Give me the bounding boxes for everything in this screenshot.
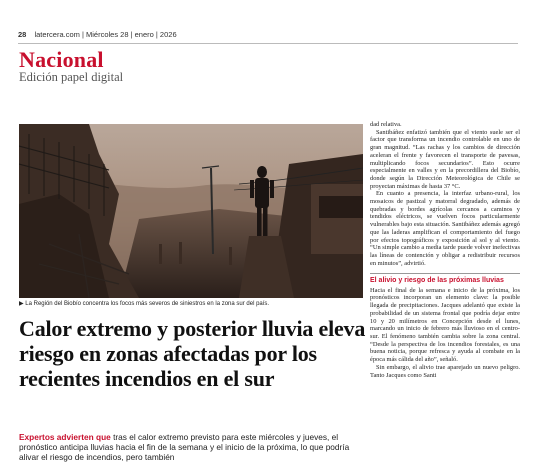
page-header xyxy=(18,30,518,44)
article-photo xyxy=(19,124,363,298)
edition-label: Edición papel digital xyxy=(19,70,124,84)
column-paragraph: dad relativa. xyxy=(370,121,402,128)
photo-caption: ▶ La Región del Biobío concentra los focos más severos de siniestros en la zona sur del país. xyxy=(19,301,270,307)
lead-text: tras el calor extremo previsto para este miércoles y jueves, el pronóstico anticipa lluvias hacia el fin de la semana y el inicio de la próxima, lo que podría alivar el riesgo de incendios, pero también xyxy=(19,432,350,463)
column-paragraph: Santibáñez enfatizó también que el viento suele ser el factor que transforma un incendio controlable en uno de gran magnitud. “Las rachas y los cambios de dirección aceleran el frente y favorecen el transporte de pavesas, multiplicando focos secundarios”. Esto ocurre especialmente en valles y en la precordillera del Biobío, donde según la Dirección Meteorológica de Chile se proyectan máximas de hasta 37 °C. xyxy=(370,128,520,190)
column-paragraph: Hacia el final de la semana e inicio de la próxima, los pronósticos incorporan un elemento clave: la posible llegada de precipitaciones. Jacques adelantó que existe la probabilidad de un sistema frontal que podría dejar entre 10 y 20 milímetros en Concepción desde el lunes, marcando un inicio de febrero más lluvioso en el centro-sur. El fenómeno también cambia sobre la zona central. “Desde la perspectiva de los incendios forestales, es una buena noticia, porque refresca y ayuda al combate en la época más cálida del año”, señaló. xyxy=(370,286,520,364)
page-number: 28 xyxy=(18,30,27,39)
article-headline: Calor extremo y posterior lluvia eleva riesgo en zonas afectadas por los recientes incendios en el sur xyxy=(19,316,366,391)
section-title: Nacional xyxy=(19,47,104,72)
article-lead xyxy=(19,432,367,463)
site-name[interactable]: latercera.com xyxy=(34,30,80,39)
body-column xyxy=(370,121,520,379)
lead-kicker: Expertos advierten que xyxy=(19,432,111,442)
column-paragraph: Sin embargo, el alivio trae aparejado un nuevo peligro. Tanto Jacques como Santi xyxy=(370,363,520,379)
header-divider xyxy=(18,43,518,44)
issue-date: | Miércoles 28 | enero | 2026 xyxy=(81,30,177,39)
column-subheading: El alivio y riesgo de las próximas lluvias xyxy=(370,273,520,285)
column-paragraph: En cuanto a presencia, la interfaz urbano-rural, los mosaicos de pastizal y matorral degradado, además de quebradas y bordes agrícolas cercanos a caminos y tendidos eléctricos, se vuelven focos particularmente vulnerables bajo esta situación. Santibáñez además agregó que las laderas amplifican el comportamiento del fuego por efectos topográficos y exposición al sol y al viento. “Un simple cambio a media tarde puede volver inefectivas las líneas de contención y obligar a redistribuir recursos en minutos”, advirtió. xyxy=(370,190,520,267)
